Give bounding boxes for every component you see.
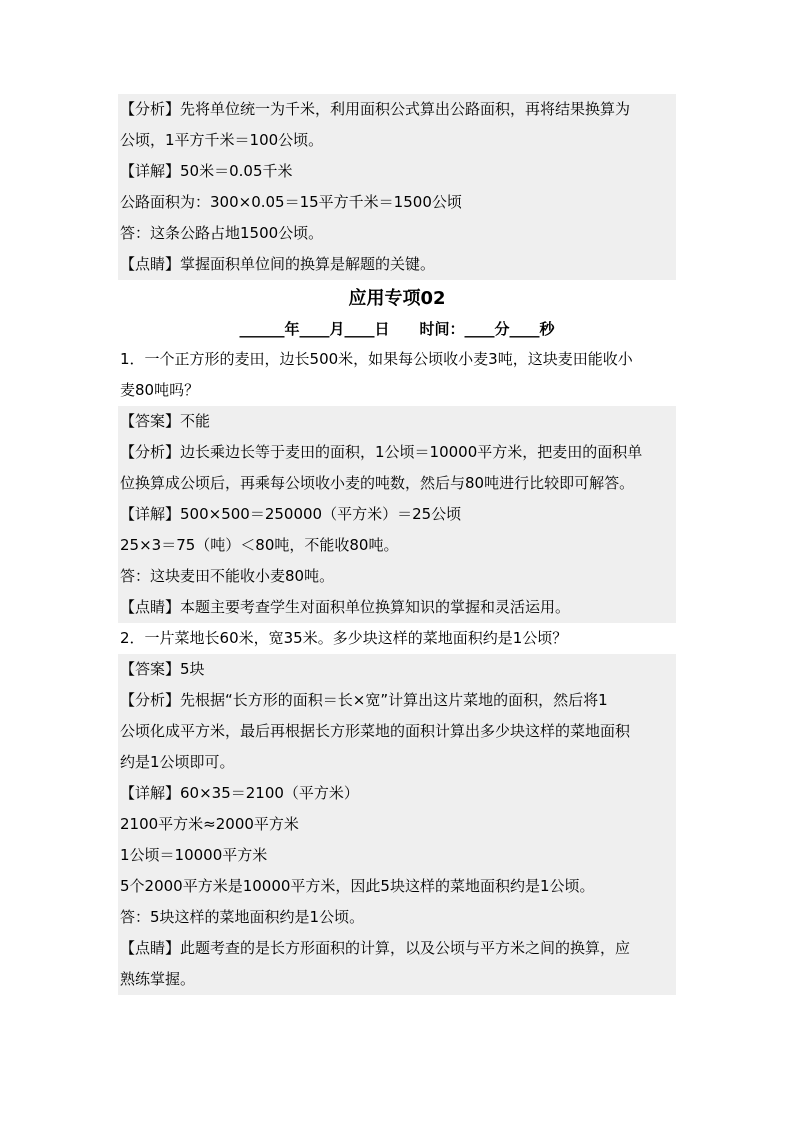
question-text: 1．一个正方形的麦田，边长500米，如果每公顷收小麦3吨，这块麦田能收小 — [120, 350, 633, 368]
comment-line: 熟练掌握。 — [118, 964, 676, 995]
document-page — [118, 94, 676, 995]
analysis-line: 【分析】边长乘边长等于麦田的面积，1公顷＝10000平方米，把麦田的面积单 — [118, 437, 676, 468]
detail-line: 【详解】50米＝0.05千米 — [118, 156, 676, 187]
analysis-line: 【分析】先根据“长方形的面积＝长×宽”计算出这片菜地的面积，然后将1 — [118, 685, 676, 716]
question-text: 2．一片菜地长60米，宽35米。多少块这样的菜地面积约是1公顷？ — [120, 629, 568, 647]
analysis-line: 位换算成公顷后，再乘每公顷收小麦的吨数，然后与80吨进行比较即可解答。 — [118, 468, 676, 499]
date-time-line: ______年____月____日 时间：____分____秒 — [239, 320, 555, 338]
detail-line: 5个2000平方米是10000平方米，因此5块这样的菜地面积约是1公顷。 — [118, 871, 676, 902]
section-title: 应用专项02 — [348, 288, 446, 309]
detail-line: 公路面积为：300×0.05＝15平方千米＝1500公顷 — [118, 187, 676, 218]
answer-line: 答：这条公路占地1500公顷。 — [118, 218, 676, 249]
comment-line: 【点睛】本题主要考查学生对面积单位换算知识的掌握和灵活运用。 — [118, 592, 676, 623]
answer-line: 答：这块麦田不能收小麦80吨。 — [118, 561, 676, 592]
detail-line: 2100平方米≈2000平方米 — [118, 809, 676, 840]
prev-solution-block — [118, 94, 676, 280]
question-2 — [118, 623, 676, 995]
comment-line: 【点睛】此题考查的是长方形面积的计算，以及公顷与平方米之间的换算，应 — [118, 933, 676, 964]
detail-line: 【详解】60×35＝2100（平方米） — [118, 778, 676, 809]
analysis-line: 【分析】先将单位统一为千米，利用面积公式算出公路面积，再将结果换算为 — [118, 94, 676, 125]
solution-block — [118, 406, 676, 623]
detail-line: 1公顷＝10000平方米 — [118, 840, 676, 871]
answer-line: 【答案】不能 — [118, 406, 676, 437]
answer-line: 【答案】5块 — [118, 654, 676, 685]
analysis-line: 约是1公顷即可。 — [118, 747, 676, 778]
analysis-line: 公顷化成平方米，最后再根据长方形菜地的面积计算出多少块这样的菜地面积 — [118, 716, 676, 747]
detail-line: 25×3＝75（吨）＜80吨，不能收80吨。 — [118, 530, 676, 561]
question-text: 麦80吨吗？ — [120, 381, 200, 399]
analysis-line: 公顷，1平方千米＝100公顷。 — [118, 125, 676, 156]
question-1 — [118, 344, 676, 623]
comment-line: 【点睛】掌握面积单位间的换算是解题的关键。 — [118, 249, 676, 280]
detail-line: 【详解】500×500＝250000（平方米）＝25公顷 — [118, 499, 676, 530]
answer-line: 答：5块这样的菜地面积约是1公顷。 — [118, 902, 676, 933]
solution-block — [118, 654, 676, 995]
